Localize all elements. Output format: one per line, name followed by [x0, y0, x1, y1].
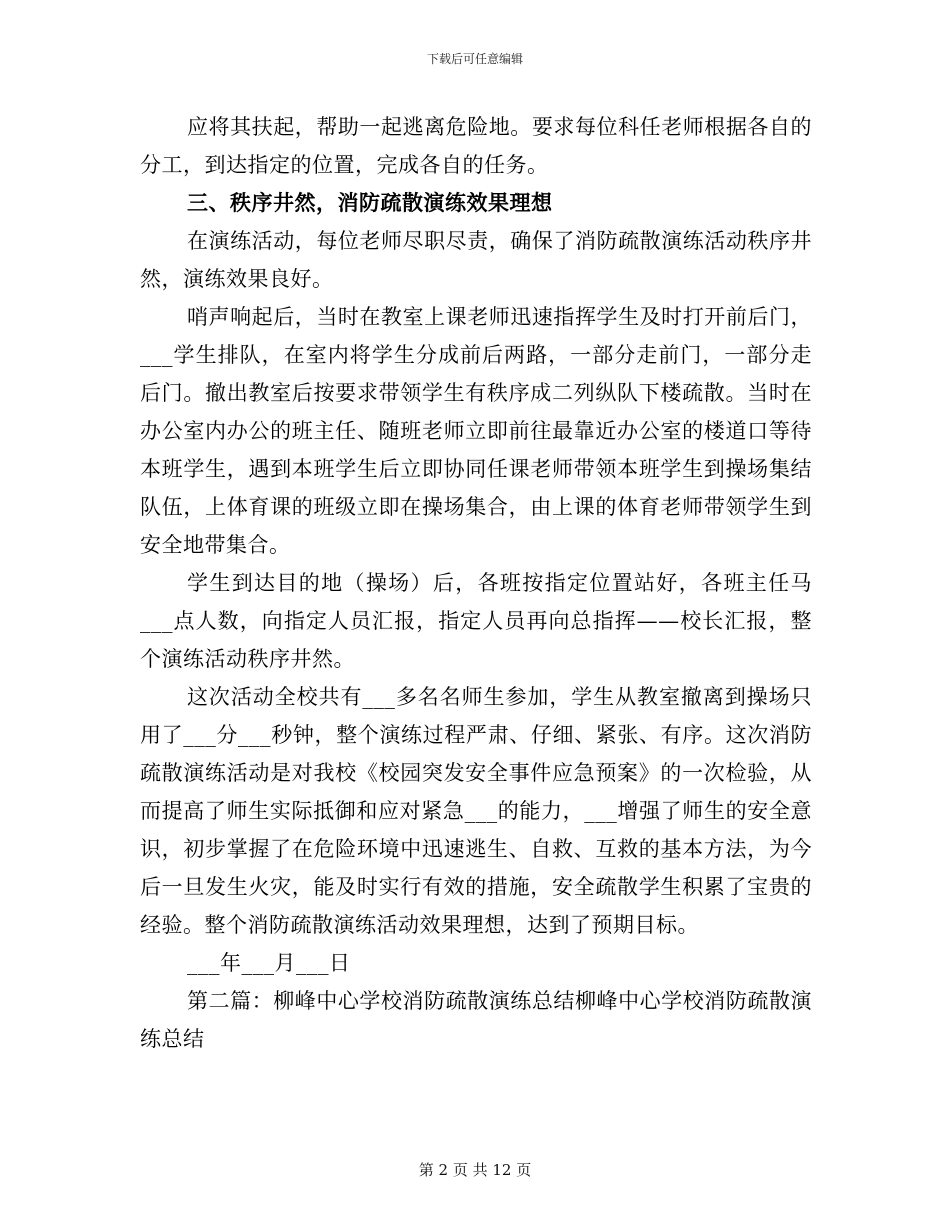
- page-header: 下载后可任意编辑: [426, 52, 523, 66]
- paragraph: 这次活动全校共有___多名名师生参加，学生从教室撤离到操场只用了___分___秒钟，整个演练过程严肃、仔细、紧张、有序。这次消防疏散演练活动是对我校《校园突发安全事件应急预案》的一次检验，从而提高了师生实际抵御和应对紧急___的能力，___增强了师生的安全意识，初步掌握了在危险环境中迅速逃生、自救、互救的基本方法，为今后一旦发生火灾，能及时实行有效的措施，安全疏散学生积累了宝贵的经验。整个消防疏散演练活动效果理想，达到了预期目标。: [140, 685, 812, 937]
- paragraph: 在演练活动，每位老师尽职尽责，确保了消防疏散演练活动秩序井然，演练效果良好。: [140, 229, 812, 291]
- document-body: [140, 108, 812, 1058]
- section-heading: 三、秩序井然，消防疏散演练效果理想: [187, 190, 553, 215]
- date-line: ___年___月___日: [187, 951, 351, 975]
- next-article-title: 第二篇：柳峰中心学校消防疏散演练总结柳峰中心学校消防疏散演练总结: [140, 989, 812, 1051]
- page-footer: 第 2 页 共 12 页: [418, 1161, 532, 1179]
- paragraph: 学生到达目的地（操场）后，各班按指定位置站好，各班主任马___点人数，向指定人员汇报，指定人员再向总指挥——校长汇报，整个演练活动秩序井然。: [140, 571, 812, 671]
- paragraph-continuation: 应将其扶起，帮助一起逃离危险地。要求每位科任老师根据各自的分工，到达指定的位置，完成各自的任务。: [140, 115, 812, 177]
- paragraph: 哨声响起后，当时在教室上课老师迅速指挥学生及时打开前后门，___学生排队，在室内将学生分成前后两路，一部分走前门，一部分走后门。撤出教室后按要求带领学生有秩序成二列纵队下楼疏散。当时在办公室内办公的班主任、随班老师立即前往最靠近办公室的楼道口等待本班学生，遇到本班学生后立即协同任课老师带领本班学生到操场集结队伍，上体育课的班级立即在操场集合，由上课的体育老师带领学生到安全地带集合。: [140, 305, 812, 557]
